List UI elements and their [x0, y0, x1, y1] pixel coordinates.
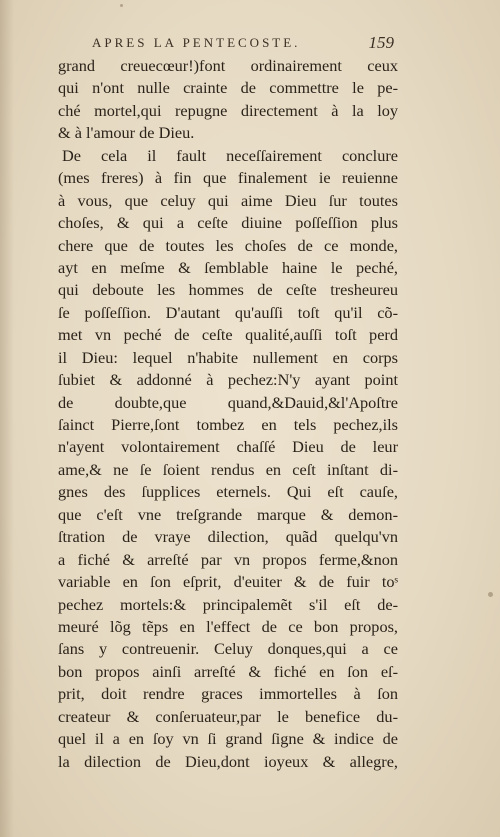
text-line: (mes freres) à fin que finalement ie reuienne: [58, 168, 398, 188]
text-line: chere que de toutes les choſes de ce monde,: [58, 235, 398, 255]
text-line: la dilection de Dieu,dont ioyeux & allegre,: [58, 751, 398, 771]
text-line: createur & conſeruateur,par le benefice du-: [58, 706, 398, 726]
text-line: ſtration de vraye dilection, quãd quelqu'vn: [58, 527, 398, 547]
page-header: [92, 33, 394, 55]
text-line: ſubiet & addonné à pechez:N'y ayant point: [58, 370, 398, 390]
text-line: ayt en meſme & ſemblable haine le peché,: [58, 257, 398, 277]
text-line: & à l'amour de Dieu.: [58, 123, 195, 143]
text-line: ame,& ne ſe ſoient rendus en ceſt inſtant di-: [58, 459, 398, 479]
text-line: que c'eſt vne treſgrande marque & demon-: [58, 504, 398, 524]
text-line: n'ayent volontairement chaſſé Dieu de leur: [58, 437, 398, 457]
text-line: met vn peché de ceſte qualité,auſſi toſt perd: [58, 325, 398, 345]
text-line: meuré lõg tẽps en l'effect de ce bon propos,: [58, 616, 398, 636]
text-line: ſainct Pierre,ſont tombez en tels pechez,ils: [58, 415, 398, 434]
text-line: a fiché & arreſté par vn propos ferme,&non: [58, 549, 398, 569]
text-line: il Dieu: lequel n'habite nullement en corps: [58, 347, 398, 367]
text-line: variable en ſon eſprit, d'euiter & de fuir toˢ: [58, 572, 398, 592]
text-line: ſans y contreuenir. Celuy donques,qui a ce: [58, 639, 398, 659]
text-line: ſe poſſeſſion. D'autant qu'auſſi toſt qu'il cõ-: [58, 302, 398, 322]
running-head: APRES LA PENTECOSTE.: [92, 35, 301, 50]
text-line: prit, doit rendre graces immortelles à ſon: [58, 684, 398, 704]
text-line: qui deboute les hommes de ceſte tresheureu: [58, 280, 398, 300]
text-block: [58, 55, 398, 773]
paper-speck: [488, 592, 493, 597]
paper-speck: [120, 4, 123, 7]
text-line: ché mortel,qui repugne directement à la loy: [58, 100, 398, 120]
text-line: bon propos ainſi arreſté & fiché en ſon eſ-: [58, 661, 398, 681]
text-line: choſes, & qui a ceſte diuine poſſeſſion plus: [58, 213, 398, 233]
text-line: qui n'ont nulle crainte de commettre le pe-: [58, 78, 398, 98]
page-number: 159: [368, 33, 394, 52]
text-line: à vous, que celuy qui aime Dieu ſur toutes: [58, 190, 398, 210]
text-line: de doubte,que quand,&Dauid,&l'Apoſtre: [58, 392, 398, 412]
text-line: pechez mortels:& principalemẽt s'il eſt de-: [58, 594, 398, 614]
text-line: quel il a en ſoy vn ſi grand ſigne & indice de: [58, 729, 398, 749]
text-line: gnes des ſupplices eternels. Qui eſt cauſe,: [58, 482, 398, 502]
gutter-shadow: [0, 0, 14, 837]
text-line: grand creuecœur!)font ordinairement ceux: [58, 56, 398, 75]
paragraph-start-line: De cela il fault neceſſairement conclure: [62, 145, 398, 165]
